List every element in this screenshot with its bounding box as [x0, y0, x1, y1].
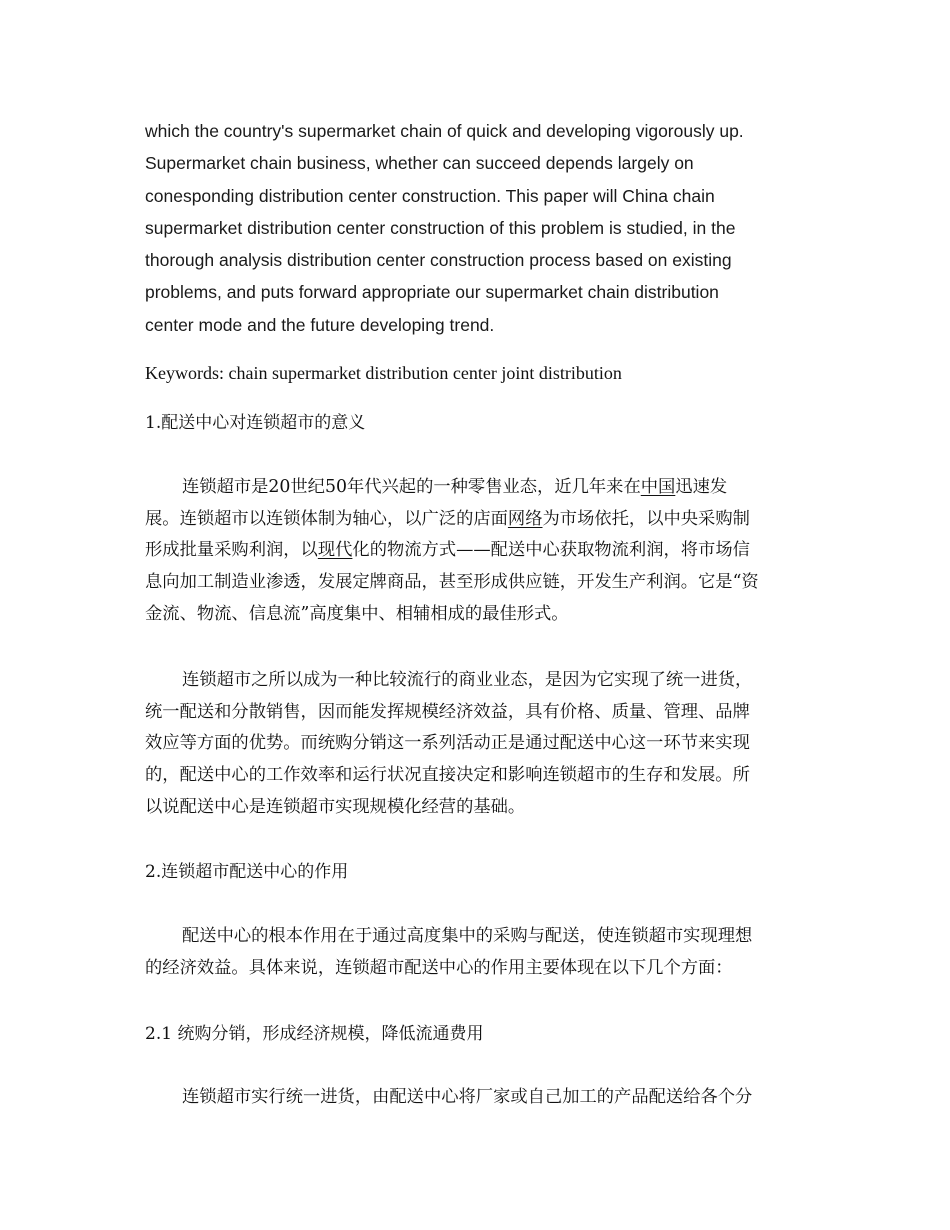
paragraph-line	[145, 504, 815, 536]
paragraph-line	[145, 472, 815, 504]
keywords-line: Keywords: chain supermarket distribution center joint distribution	[145, 363, 622, 383]
abstract-line: thorough analysis distribution center construction process based on existing	[145, 250, 732, 271]
text-run: 为市场依托，以中央采购制	[542, 508, 750, 529]
paragraph-line: 以说配送中心是连锁超市实现规模化经营的基础。	[145, 796, 526, 817]
paragraph-line: 息向加工制造业渗透，发展定牌商品，甚至形成供应链，开发生产利润。它是“资	[145, 572, 759, 593]
section1-paragraph-2	[145, 665, 815, 824]
abstract-line: center mode and the future developing trend.	[145, 314, 495, 335]
section2-paragraph-1	[145, 921, 815, 984]
section-heading-2: 2.连锁超市配送中心的作用	[145, 862, 349, 882]
paragraph-line: 连锁超市之所以成为一种比较流行的商业业态，是因为它实现了统一进货，	[182, 670, 753, 690]
text-run: 展。连锁超市以连锁体制为轴心，以广泛的店面	[145, 508, 508, 529]
section-heading-1: 1.配送中心对连锁超市的意义	[145, 413, 366, 433]
abstract-line: problems, and puts forward appropriate our supermarket chain distribution	[145, 282, 719, 303]
paragraph-line: 配送中心的根本作用在于通过高度集中的采购与配送，使连锁超市实现理想	[182, 926, 753, 946]
abstract-line: conesponding distribution center construction. This paper will China chain	[145, 185, 715, 206]
abstract-line: supermarket distribution center construction of this problem is studied, in the	[145, 217, 736, 238]
paragraph-line: 连锁超市实行统一进货，由配送中心将厂家或自己加工的产品配送给各个分	[182, 1087, 753, 1107]
link-china[interactable]: 中国	[640, 477, 676, 497]
text-run: 迅速发	[675, 477, 728, 497]
section2-1-paragraph-1	[145, 1082, 815, 1114]
text-run: 连锁超市是20世纪50年代兴起的一种零售业态，近几年来在	[182, 477, 641, 497]
link-modern[interactable]: 现代	[317, 540, 353, 561]
paragraph-line	[145, 535, 815, 567]
paragraph-line: 统一配送和分散销售，因而能发挥规模经济效益，具有价格、质量、管理、品牌	[145, 701, 750, 722]
paragraph-line: 效应等方面的优势。而统购分销这一系列活动正是通过配送中心这一环节来实现	[145, 733, 750, 754]
abstract-line: Supermarket chain business, whether can succeed depends largely on	[145, 153, 694, 174]
paragraph-line: 的，配送中心的工作效率和运行状况直接决定和影响连锁超市的生存和发展。所	[145, 765, 750, 786]
english-abstract	[145, 115, 805, 341]
paragraph-line: 的经济效益。具体来说，连锁超市配送中心的作用主要体现在以下几个方面：	[145, 957, 733, 978]
section-heading-2-1: 2.1 统购分销，形成经济规模，降低流通费用	[145, 1024, 484, 1044]
section1-paragraph-1	[145, 472, 815, 631]
link-network[interactable]: 网络	[507, 508, 543, 529]
text-run: 化的物流方式——配送中心获取物流利润，将市场信	[352, 540, 750, 561]
abstract-line: which the country's supermarket chain of quick and developing vigorously up.	[145, 121, 744, 141]
paragraph-line: 金流、物流、信息流”高度集中、相辅相成的最佳形式。	[145, 603, 569, 624]
text-run: 形成批量采购利润，以	[145, 540, 318, 561]
